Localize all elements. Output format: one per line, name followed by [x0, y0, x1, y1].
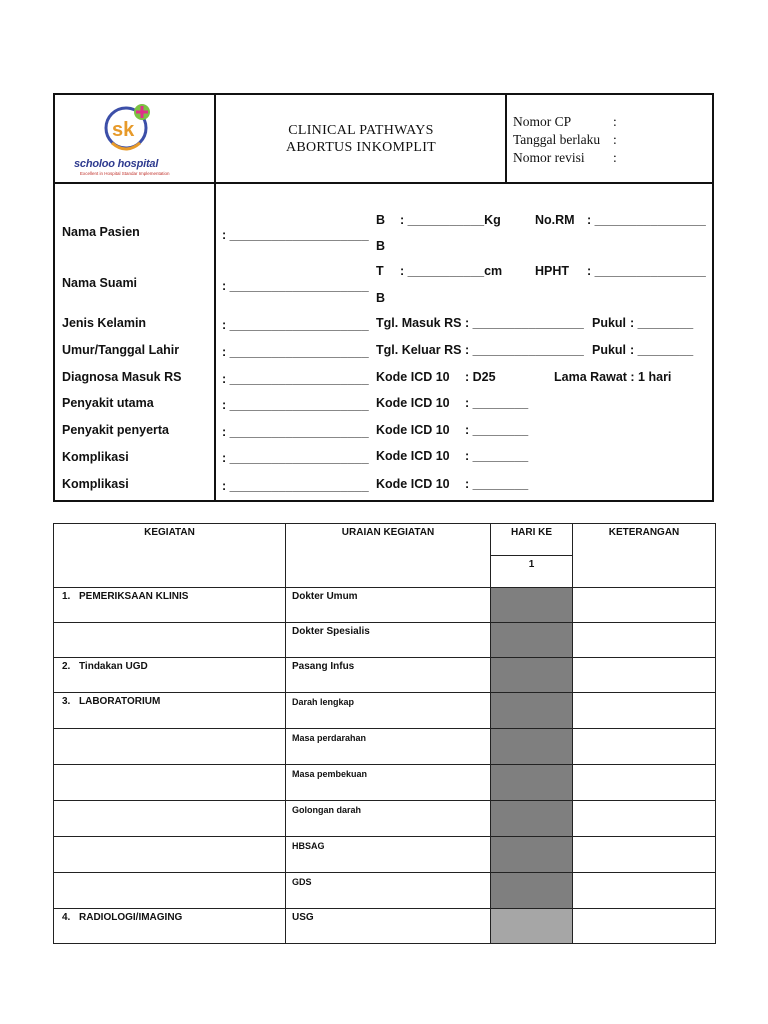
- keterangan-cell[interactable]: [573, 693, 716, 729]
- bb-field[interactable]: : ___________Kg: [400, 213, 501, 227]
- header-divider-horizontal: [54, 182, 713, 184]
- hari-ke-header: HARI KE: [491, 524, 573, 556]
- lama-rawat: Lama Rawat : 1 hari: [554, 370, 672, 384]
- keterangan-cell[interactable]: [573, 729, 716, 765]
- kegiatan-header: KEGIATAN: [54, 524, 286, 588]
- table-row: [54, 693, 716, 729]
- komplikasi-field[interactable]: : ____________________: [222, 479, 369, 493]
- icd-label: Kode ICD 10: [376, 449, 450, 463]
- kegiatan-text: Tindakan UGD: [79, 661, 148, 672]
- logo-tagline: Excellent in Hospital Standar Implementation: [80, 171, 170, 176]
- keterangan-header: KETERANGAN: [573, 524, 716, 588]
- jenis-kelamin-label: Jenis Kelamin: [62, 316, 147, 330]
- tanggal-berlaku-label: Tanggal berlaku: [513, 132, 601, 147]
- keterangan-cell[interactable]: [573, 873, 716, 909]
- penyakit-utama-field[interactable]: : ____________________: [222, 398, 369, 412]
- uraian-cell: Dokter Spesialis: [286, 623, 491, 658]
- kegiatan-cell: [54, 765, 286, 801]
- kegiatan-text: PEMERIKSAAN KLINIS: [79, 591, 189, 602]
- uraian-cell: Masa pembekuan: [286, 765, 491, 801]
- penyakit-utama-label: Penyakit utama: [62, 396, 154, 410]
- hari-1-cell[interactable]: [491, 588, 573, 623]
- uraian-cell: Darah lengkap: [286, 693, 491, 729]
- icd-label: Kode ICD 10: [376, 370, 450, 384]
- nomor-revisi-colon: :: [613, 150, 617, 165]
- keterangan-cell[interactable]: [573, 837, 716, 873]
- hari-1-cell[interactable]: [491, 693, 573, 729]
- keterangan-cell[interactable]: [573, 765, 716, 801]
- icd-label: Kode ICD 10: [376, 396, 450, 410]
- kegiatan-cell: [54, 909, 286, 944]
- komplikasi-field[interactable]: : ____________________: [222, 451, 369, 465]
- umur-field[interactable]: : ____________________: [222, 345, 369, 359]
- pukul-masuk-field[interactable]: : ________: [630, 316, 694, 330]
- kegiatan-text: LABORATORIUM: [79, 696, 161, 707]
- pukul-keluar-label: Pukul: [592, 343, 627, 357]
- tb-label: T: [376, 264, 384, 278]
- nama-pasien-field[interactable]: : ____________________: [222, 228, 369, 242]
- table-row: [54, 658, 716, 693]
- row-number: 3.: [62, 696, 71, 707]
- bb-label-2: B: [376, 239, 386, 253]
- kegiatan-cell: [54, 588, 286, 623]
- table-row: [54, 801, 716, 837]
- pukul-masuk-label: Pukul: [592, 316, 627, 330]
- logo-initials: sk: [112, 119, 135, 141]
- keterangan-cell[interactable]: [573, 588, 716, 623]
- activity-table: [53, 523, 716, 944]
- no-rm-label: No.RM: [535, 213, 575, 227]
- table-header-row: [54, 524, 716, 556]
- kegiatan-cell: [54, 801, 286, 837]
- nama-suami-field[interactable]: : ____________________: [222, 279, 369, 293]
- no-rm-field[interactable]: : ________________: [587, 213, 706, 227]
- keterangan-cell[interactable]: [573, 623, 716, 658]
- icd-field[interactable]: : ________: [465, 449, 529, 463]
- hari-1-cell[interactable]: [491, 658, 573, 693]
- uraian-cell: Golongan darah: [286, 801, 491, 837]
- kegiatan-cell: [54, 658, 286, 693]
- tanggal-berlaku-colon: :: [613, 132, 617, 147]
- nomor-revisi-label: Nomor revisi: [513, 150, 585, 165]
- uraian-header: URAIAN KEGIATAN: [286, 524, 491, 588]
- icd-field[interactable]: : ________: [465, 477, 529, 491]
- uraian-cell: Pasang Infus: [286, 658, 491, 693]
- hpht-label: HPHT: [535, 264, 570, 278]
- hari-1-header: 1: [491, 556, 573, 588]
- title-line-1: CLINICAL PATHWAYS: [288, 123, 434, 138]
- kegiatan-cell: [54, 623, 286, 658]
- keterangan-cell[interactable]: [573, 658, 716, 693]
- document-info: [513, 113, 617, 167]
- penyakit-penyerta-field[interactable]: : ____________________: [222, 425, 369, 439]
- kegiatan-text: RADIOLOGI/IMAGING: [79, 912, 183, 923]
- bb-label: B: [376, 213, 386, 227]
- row-number: 2.: [62, 661, 71, 672]
- penyakit-penyerta-label: Penyakit penyerta: [62, 423, 169, 437]
- uraian-cell: USG: [286, 909, 491, 944]
- umur-label: Umur/Tanggal Lahir: [62, 343, 180, 357]
- icd-field[interactable]: : ________: [465, 423, 529, 437]
- row-number: 1.: [62, 591, 71, 602]
- table-row: [54, 588, 716, 623]
- table-row: [54, 729, 716, 765]
- hari-1-cell[interactable]: [491, 909, 573, 944]
- hari-1-cell[interactable]: [491, 623, 573, 658]
- table-row: [54, 837, 716, 873]
- hari-1-cell[interactable]: [491, 801, 573, 837]
- tgl-keluar-field[interactable]: : ________________: [465, 343, 584, 357]
- keterangan-cell[interactable]: [573, 801, 716, 837]
- table-row: [54, 909, 716, 944]
- nomor-cp-label: Nomor CP: [513, 114, 572, 129]
- title-line-2: ABORTUS INKOMPLIT: [285, 140, 437, 155]
- hari-1-cell[interactable]: [491, 729, 573, 765]
- diagnosa-label: Diagnosa Masuk RS: [62, 370, 182, 384]
- table-row: [54, 873, 716, 909]
- kegiatan-cell: [54, 729, 286, 765]
- icd-field[interactable]: : ________: [465, 396, 529, 410]
- table-row: [54, 623, 716, 658]
- tb-field[interactable]: : ___________cm: [400, 264, 503, 278]
- icd-label: Kode ICD 10: [376, 423, 450, 437]
- jenis-kelamin-field[interactable]: : ____________________: [222, 318, 369, 332]
- tgl-masuk-label: Tgl. Masuk RS: [376, 316, 462, 330]
- tb-label-2: B: [376, 291, 386, 305]
- document-title: [216, 122, 506, 156]
- tgl-keluar-label: Tgl. Keluar RS: [376, 343, 462, 357]
- uraian-cell: GDS: [286, 873, 491, 909]
- tgl-masuk-field[interactable]: : ________________: [465, 316, 584, 330]
- doc-info-row: [513, 149, 617, 167]
- hari-1-cell[interactable]: [491, 873, 573, 909]
- row-number: 4.: [62, 912, 71, 923]
- hari-1-cell[interactable]: [491, 837, 573, 873]
- table-row: [54, 765, 716, 801]
- komplikasi-label: Komplikasi: [62, 450, 129, 464]
- uraian-cell: HBSAG: [286, 837, 491, 873]
- nama-suami-label: Nama Suami: [62, 276, 138, 290]
- diagnosa-field[interactable]: : ____________________: [222, 372, 369, 386]
- nomor-cp-colon: :: [613, 114, 617, 129]
- logo-hospital-name: scholoo hospital: [74, 158, 159, 170]
- uraian-cell: Masa perdarahan: [286, 729, 491, 765]
- komplikasi-label: Komplikasi: [62, 477, 129, 491]
- uraian-cell: Dokter Umum: [286, 588, 491, 623]
- hari-1-cell[interactable]: [491, 765, 573, 801]
- keterangan-cell[interactable]: [573, 909, 716, 944]
- doc-info-row: [513, 113, 617, 131]
- icd-main-value: : D25: [465, 370, 496, 384]
- nama-pasien-label: Nama Pasien: [62, 225, 140, 239]
- hpht-field[interactable]: : ________________: [587, 264, 706, 278]
- doc-info-row: [513, 131, 617, 149]
- kegiatan-cell: [54, 693, 286, 729]
- icd-label: Kode ICD 10: [376, 477, 450, 491]
- kegiatan-cell: [54, 837, 286, 873]
- kegiatan-cell: [54, 873, 286, 909]
- pukul-keluar-field[interactable]: : ________: [630, 343, 694, 357]
